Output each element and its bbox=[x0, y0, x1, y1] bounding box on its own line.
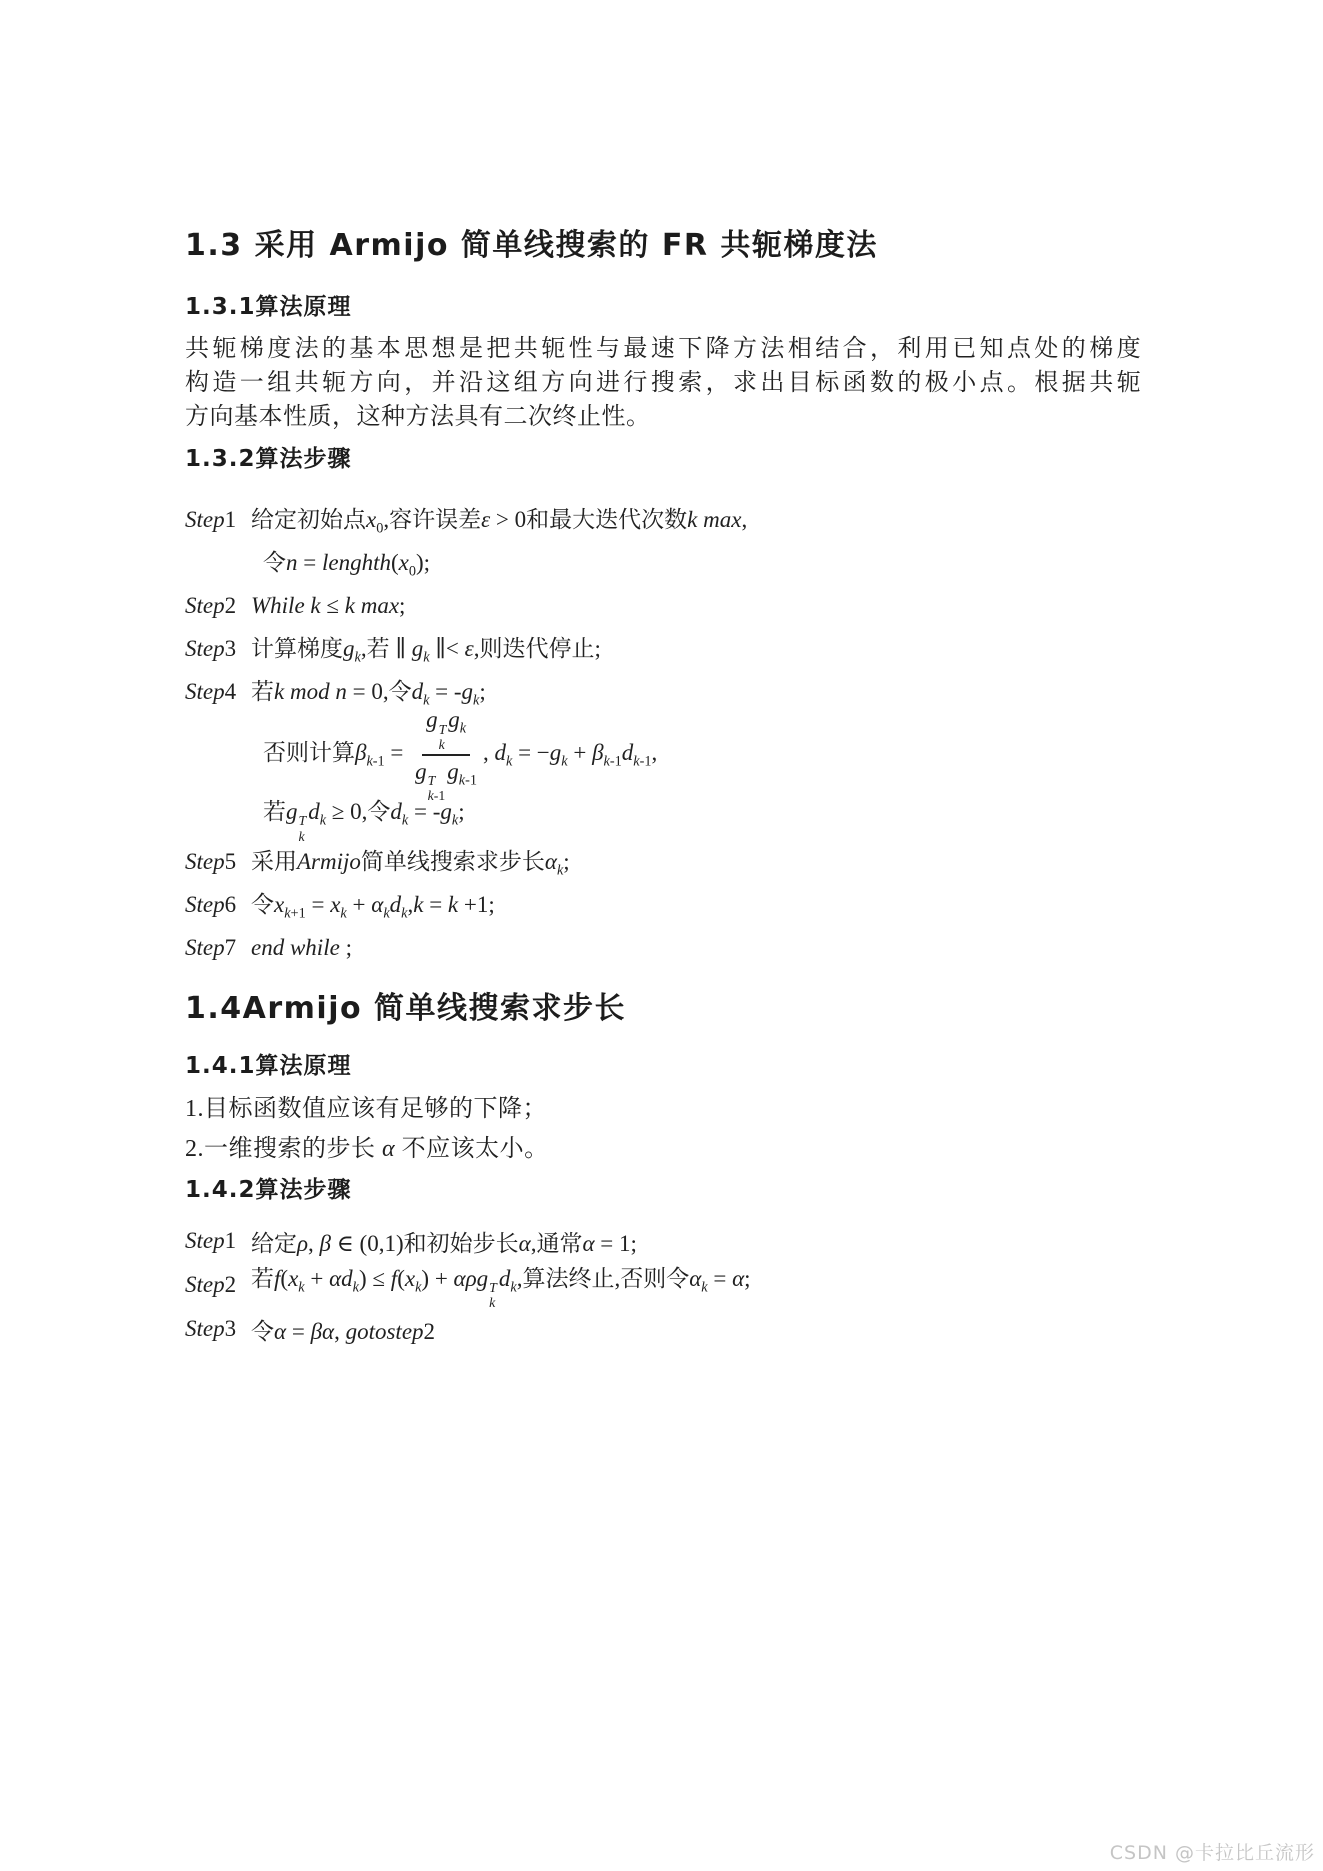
step-line bbox=[185, 1219, 1175, 1263]
step-content: While k ≤ k max; bbox=[251, 592, 406, 618]
fr-conjugate-gradient-steps bbox=[185, 498, 1175, 969]
step-content: end while ; bbox=[251, 934, 352, 960]
step-label: Step1 bbox=[185, 506, 237, 532]
section-1-4-title: 1.4Armijo 简单线搜索求步长 bbox=[185, 991, 627, 1026]
paragraph-line: 方向基本性质，这种方法具有二次终止性。 bbox=[185, 404, 651, 430]
step-label: Step1 bbox=[185, 1228, 237, 1253]
section-1-3-2-heading: 1.3.2算法步骤 bbox=[185, 446, 352, 472]
csdn-watermark: CSDN @卡拉比丘流形 bbox=[1109, 1842, 1315, 1864]
step-content: 否则计算$\beta_{k-1}$ = g T k $g_k$ g T k-1 $g_{k-1}$ , $d_k = -g_k + \beta_{k-1}d_{k-1}$, bbox=[263, 707, 658, 804]
step-content: 计算梯度$g_k$,若 ∥ $g_k$ ∥< ε,则迭代停止; bbox=[251, 636, 601, 666]
armijo-line-search-steps bbox=[185, 1219, 1175, 1351]
paragraph-line: 构造一组共轭方向，并沿这组方向进行搜索，求出目标函数的极小点。根据共轭 bbox=[185, 370, 1144, 396]
step-content: 若g T k $d_k \ge 0$,令$d_k = -g_k$; bbox=[263, 799, 465, 844]
step-content: 若k mod n = 0,令$d_k = -g_k$; bbox=[251, 679, 486, 709]
stacked-sup-sub: T k bbox=[438, 721, 447, 752]
step-line bbox=[185, 498, 1175, 541]
step-label: Step6 bbox=[185, 891, 237, 917]
step-line bbox=[185, 840, 1175, 883]
step-line bbox=[185, 1263, 1175, 1311]
fraction-denominator: g T k-1 $g_{k-1}$ bbox=[415, 759, 477, 804]
step-line bbox=[185, 707, 1175, 804]
armijo-principles bbox=[185, 1089, 1175, 1169]
step-label: Step3 bbox=[185, 635, 237, 661]
step-label: Step4 bbox=[185, 678, 237, 704]
section-1-3-1-heading: 1.3.1算法原理 bbox=[185, 294, 352, 320]
step-content: 若$f(x_k + \alpha d_k) \le f(x_k) + \alpha\rho g$ T k $d_k$,算法终止,否则令$\alpha_k = \alpha$; bbox=[251, 1265, 751, 1311]
paragraph-line: 共轭梯度法的基本思想是把共轭性与最速下降方法相结合，利用已知点处的梯度 bbox=[185, 336, 1144, 362]
step-content: 给定初始点$x_0$,容许误差ε > 0和最大迭代次数k max, bbox=[251, 507, 748, 537]
document-content bbox=[185, 0, 1175, 1351]
stacked-sup-sub: T k bbox=[489, 1279, 497, 1311]
step-label: Step5 bbox=[185, 848, 237, 874]
fraction-numerator: g T k $g_k$ bbox=[422, 706, 470, 756]
principle-paragraph bbox=[185, 332, 1175, 434]
principle-line: 2.一维搜索的步长 α 不应该太小。 bbox=[185, 1136, 549, 1162]
fraction bbox=[415, 706, 477, 803]
step-label: Step2 bbox=[185, 1272, 237, 1297]
stacked-sup-sub: T k-1 bbox=[427, 773, 446, 804]
step-line bbox=[185, 627, 1175, 670]
stacked-sup-sub: T k bbox=[298, 813, 307, 844]
principle-line: 1.目标函数值应该有足够的下降； bbox=[185, 1096, 547, 1122]
step-line bbox=[185, 883, 1175, 926]
step-label: Step2 bbox=[185, 592, 237, 618]
step-content: 采用Armijo简单线搜索求步长$\alpha_k$; bbox=[251, 849, 570, 879]
step-content: 令α = βα, gotostep2 bbox=[251, 1318, 436, 1344]
section-1-4-2-heading: 1.4.2算法步骤 bbox=[185, 1177, 352, 1203]
step-line bbox=[185, 1307, 1175, 1351]
step-label: Step3 bbox=[185, 1316, 237, 1341]
step-line bbox=[185, 584, 1175, 627]
step-line bbox=[185, 797, 1175, 844]
section-1-3-title: 1.3 采用 Armijo 简单线搜索的 FR 共轭梯度法 bbox=[185, 228, 878, 263]
step-content: 令$n = lenghth(x_0)$; bbox=[263, 550, 431, 580]
step-content: 令$x_{k+1} = x_k + \alpha_kd_k,k = k +1$; bbox=[251, 892, 495, 922]
step-content: 给定ρ, β ∈ (0,1)和初始步长α,通常α = 1; bbox=[251, 1230, 637, 1256]
step-label: Step7 bbox=[185, 934, 237, 960]
step-line bbox=[185, 541, 1175, 584]
step-line bbox=[185, 926, 1175, 969]
section-1-4-1-heading: 1.4.1算法原理 bbox=[185, 1053, 352, 1079]
